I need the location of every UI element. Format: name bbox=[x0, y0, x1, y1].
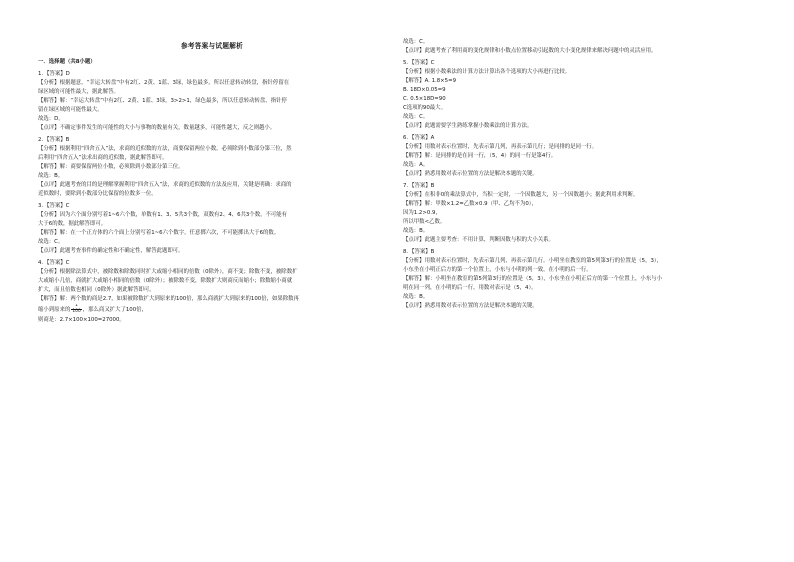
page-title: 参考答案与试题解析 bbox=[180, 42, 244, 50]
text-line: 【分析】根据小数乘法的计算方法计算出各个选项的大小再进行比较。 bbox=[403, 69, 571, 75]
right-column-body bbox=[403, 38, 755, 311]
text-line: 【解答】解：是同排的是在同一行，（5，4）的同一行是第4行。 bbox=[403, 153, 557, 159]
left-column bbox=[38, 58, 386, 325]
text-line: 【解答】解：两个数的商是2.7，如果被除数扩大到原来的100倍，那么商就扩大到原来的100倍，如果除数再 bbox=[38, 296, 299, 302]
text-line: 大或缩小几倍，商就扩大或缩小相同的倍数（0除外）；被除数不变，除数扩大则商反而缩小；除数缩小商就 bbox=[38, 278, 293, 284]
text-line: 【分析】根据利用“四舍五入”法，求商的近似数的方法，商要保留两位小数，必须除到小数部分第三位，然 bbox=[38, 146, 292, 152]
text-segment: 缩小到原来的 bbox=[38, 307, 71, 313]
text-line bbox=[38, 304, 386, 316]
text-line: 【分析】因为六个面分别写着1~6六个数，单数有1、3、5共3个数，双数有2、4、6共3个数，不可能有 bbox=[38, 212, 288, 218]
text-line: 【解答】A. 1.8×5=9 bbox=[403, 78, 457, 84]
fraction-numerator: 1 bbox=[71, 304, 81, 310]
text-line: 【点评】此题需要学生熟练掌握小数乘法的计算方法。 bbox=[403, 123, 533, 129]
text-line: 故选：C。 bbox=[403, 114, 429, 120]
text-segment: ，那么商又扩大了100倍， bbox=[82, 307, 147, 313]
text-line: 故选：B。 bbox=[38, 173, 64, 179]
text-line: 故选：C。 bbox=[403, 39, 429, 45]
text-line: 5．【答案】C bbox=[403, 60, 435, 66]
left-column-body bbox=[38, 67, 386, 325]
text-line: B. 18D×0.05=9 bbox=[403, 87, 446, 93]
section-heading: 一．选择题（共8小题） bbox=[38, 59, 96, 65]
text-line: 【点评】此题考查的目的是理解掌握利用“四舍五入”法，求商的近似数的方法及应用，关键是明确：求商的 bbox=[38, 182, 292, 188]
text-line: C. 0.5×18D=90 bbox=[403, 96, 446, 102]
text-line: 留在绿区域的可能性最大。 bbox=[38, 107, 103, 113]
text-line: 6．【答案】A bbox=[403, 135, 435, 141]
text-line: 【点评】熟悉用数对表示位置的方法是解决本题的关键。 bbox=[403, 171, 538, 177]
text-line: 扩大，而且倍数也相同（0除外）据此解答即可。 bbox=[38, 287, 155, 293]
text-line: 1．【答案】D bbox=[38, 71, 70, 77]
text-line: C选项的90最大。 bbox=[403, 105, 446, 111]
text-line: 故选：D。 bbox=[38, 116, 64, 122]
text-line: 【分析】根据除法算式中，被除数和除数同时扩大或缩小相同的倍数（0除外），商不变；除数不变，被除数扩 bbox=[38, 269, 298, 275]
text-line: 明在同一列，在小明的后一行，用数对表示是（5，4）。 bbox=[403, 285, 537, 291]
text-line: 绿区域的可能性最大，据此解答。 bbox=[38, 89, 119, 95]
text-line: 所以甲数<乙数。 bbox=[403, 219, 446, 225]
text-line: 【解答】解：“幸运大转盘”中有2红、2黄、1蓝、3绿，3>2>1，绿色最多，所以任意转动转盘，指针停 bbox=[38, 98, 287, 104]
right-column bbox=[403, 38, 755, 311]
fraction-denominator: 100 bbox=[72, 309, 81, 314]
text-line: 故选：C。 bbox=[38, 239, 64, 245]
text-line: 小东坐在小明正后方的第一个位置上，小东与小明的列一致，在小明的后一行。 bbox=[403, 267, 592, 273]
text-line: 【解答】解：商要保留两位小数，必须除到小数部分第三位。 bbox=[38, 164, 184, 170]
text-line: 故选：B。 bbox=[403, 228, 429, 234]
text-line: 8．【答案】B bbox=[403, 249, 435, 255]
text-line: 后利用“四舍五入”法求出商的近似数，据此解答即可。 bbox=[38, 155, 168, 161]
text-line: 4．【答案】C bbox=[38, 260, 70, 266]
text-line: 【解答】解：小明坐在教室的第5列第3行的位置是（5，3），小东坐在小明正后方的第一个位置上，小东与小 bbox=[403, 276, 662, 282]
text-line: 【点评】不确定事件发生的可能性的大小与事物的数量有关，数量越多，可能性越大，反之则越小。 bbox=[38, 125, 276, 131]
text-line: 则商是：2.7×100×100=27000。 bbox=[38, 317, 125, 323]
text-line: 故选：A。 bbox=[403, 162, 429, 168]
text-line: 【点评】此题考查了利用商的变化规律和小数点位置移动引起数的大小变化规律来解决问题中的灵活应用。 bbox=[403, 48, 657, 54]
text-line: 【点评】此题考查事件的确定性和不确定性，解答此题即可。 bbox=[38, 248, 184, 254]
text-line: 2．【答案】B bbox=[38, 137, 70, 143]
text-line: 3．【答案】C bbox=[38, 203, 70, 209]
text-line: 故选：B。 bbox=[403, 294, 429, 300]
text-line: 7．【答案】B bbox=[403, 183, 435, 189]
text-line: 【分析】用数对表示位置时，先表示第几列，再表示第几行；是同排的是同一行。 bbox=[403, 144, 598, 150]
text-line: 【解答】解：在一个正方体的六个面上分别写着1~6六个数字，任意掷六次，不可能掷出大于6的数。 bbox=[38, 230, 280, 236]
text-line: 近似数时，要除到小数部分比保留的位数多一位。 bbox=[38, 191, 157, 197]
text-line: 【解答】解：甲数×1.2=乙数×0.9（甲、乙均不为0）， bbox=[403, 201, 537, 207]
text-line: 【分析】在积非0的乘法算式中，当积一定时，一个因数越大，另一个因数越小；据此利用求判断。 bbox=[403, 192, 639, 198]
text-line: 【分析】用数对表示位置时，先表示第几列，再表示第几行。小明坐在教室的第5列第3行的位置是（5，3）， bbox=[403, 258, 662, 264]
text-line: 大于6的数，据此解答即可。 bbox=[38, 221, 107, 227]
text-line: 因为1.2>0.9， bbox=[403, 210, 441, 216]
fraction bbox=[71, 304, 81, 314]
text-line: 【点评】此题主要考查：不用计算，判断因数与积的大小关系。 bbox=[403, 237, 554, 243]
text-line: 【点评】熟悉用数对表示位置的方法是解决本题的关键。 bbox=[403, 303, 538, 309]
text-line: 【分析】根据题意，“幸运大转盘”中有2红、2黄、1蓝、3绿，绿色最多，所以任意转动转盘，指针停留在 bbox=[38, 80, 290, 86]
